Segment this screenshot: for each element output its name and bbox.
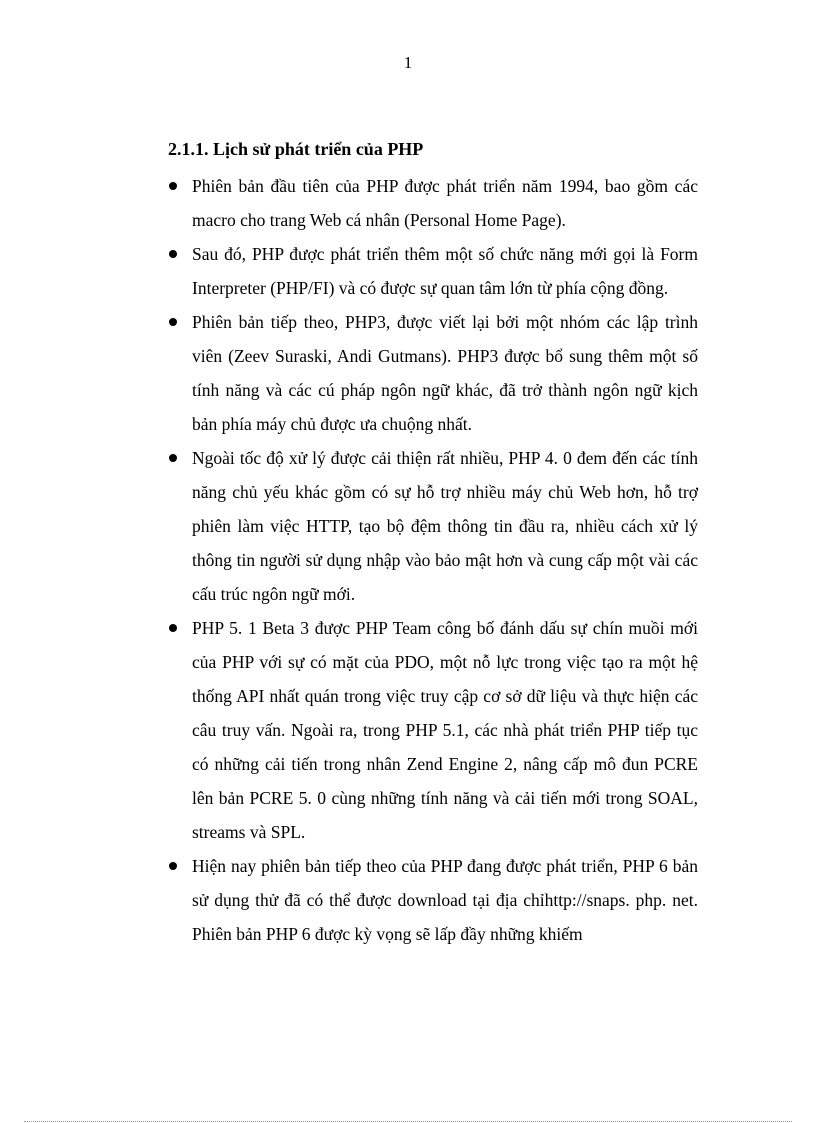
bullet-text: Phiên bản tiếp theo, PHP3, được viết lại bởi một nhóm các lập trình viên (Zeev Suraski, Andi Gutmans). PHP3 được bổ sung thêm một số tính năng và các cú pháp ngôn ngữ khác, đã trở thành ngôn ngữ kịch bản phía máy chủ được ưa chuộng nhất. xyxy=(192,312,698,434)
bullet-item xyxy=(164,169,698,237)
bullet-item xyxy=(164,611,698,849)
bullet-dot-icon xyxy=(169,318,177,326)
bullet-text: Hiện nay phiên bản tiếp theo của PHP đang được phát triển, PHP 6 bản sử dụng thử đã có thể được download tại địa chỉhttp://snaps. php. net. Phiên bản PHP 6 được kỳ vọng sẽ lấp đầy những khiếm xyxy=(192,856,698,944)
bullet-item xyxy=(164,441,698,611)
page-number: 1 xyxy=(403,53,413,72)
bullet-text: Ngoài tốc độ xử lý được cải thiện rất nhiều, PHP 4. 0 đem đến các tính năng chủ yếu khác gồm có sự hỗ trợ nhiều máy chủ Web hơn, hỗ trợ phiên làm việc HTTP, tạo bộ đệm thông tin đầu ra, nhiều cách xử lý thông tin người sử dụng nhập vào bảo mật hơn và cung cấp một vài các cấu trúc ngôn ngữ mới. xyxy=(192,448,698,604)
section-heading: 2.1.1. Lịch sử phát triển của PHP xyxy=(168,139,424,159)
bullet-dot-icon xyxy=(169,182,177,190)
bullet-text: Sau đó, PHP được phát triển thêm một số chức năng mới gọi là Form Interpreter (PHP/FI) và có được sự quan tâm lớn từ phía cộng đồng. xyxy=(192,244,698,298)
page-bottom-divider xyxy=(24,1121,792,1122)
bullet-dot-icon xyxy=(169,624,177,632)
bullet-dot-icon xyxy=(169,250,177,258)
bullet-text: PHP 5. 1 Beta 3 được PHP Team công bố đánh dấu sự chín muồi mới của PHP với sự có mặt của PDO, một nỗ lực trong việc tạo ra một hệ thống API nhất quán trong việc truy cập cơ sở dữ liệu và thực hiện các câu truy vấn. Ngoài ra, trong PHP 5.1, các nhà phát triển PHP tiếp tục có những cải tiến trong nhân Zend Engine 2, nâng cấp mô đun PCRE lên bản PCRE 5. 0 cùng những tính năng và cải tiến mới trong SOAL, streams và SPL. xyxy=(192,618,698,842)
bullet-item xyxy=(164,237,698,305)
history-bullet-list xyxy=(164,169,698,951)
bullet-dot-icon xyxy=(169,862,177,870)
bullet-item xyxy=(164,305,698,441)
bullet-dot-icon xyxy=(169,454,177,462)
bullet-item xyxy=(164,849,698,951)
bullet-text: Phiên bản đầu tiên của PHP được phát triển năm 1994, bao gồm các macro cho trang Web cá nhân (Personal Home Page). xyxy=(192,176,698,230)
